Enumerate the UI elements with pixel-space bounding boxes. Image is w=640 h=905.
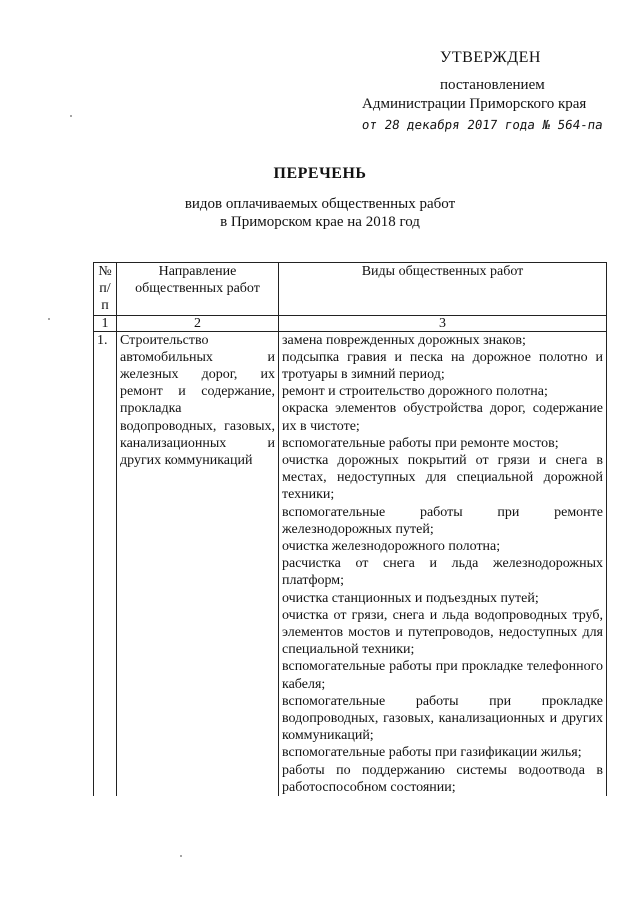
kind-item: работы по поддержанию системы водоотвода в работоспособном состоянии;: [282, 762, 603, 795]
header-kinds: Виды общественных работ: [279, 263, 607, 316]
scan-speck: [48, 318, 50, 320]
table-header-row: [94, 263, 607, 316]
column-number-3: 3: [279, 315, 607, 331]
column-number-2: 2: [117, 315, 279, 331]
kind-item: вспомогательные работы при газификации жилья;: [282, 745, 582, 761]
row-direction: [117, 331, 279, 796]
header-number: № п/п: [94, 263, 117, 316]
kind-item: расчистка от снега и льда железнодорожных платформ;: [282, 556, 603, 589]
subtitle-line-2: в Приморском крае на 2018 год: [220, 214, 420, 230]
kind-item: очистка железнодорожного полотна;: [282, 539, 501, 555]
scan-speck: [180, 855, 182, 857]
kind-item: ремонт и строительство дорожного полотна;: [282, 384, 548, 400]
column-number-row: [94, 315, 607, 331]
row-direction-text: Строительство автомобильных и железных дорог, их ремонт и содержание, прокладка водопроводных, газовых, канализационных и других коммуникаций: [120, 332, 275, 469]
approved-heading: УТВЕРЖДЕН: [440, 49, 541, 66]
kind-item: вспомогательные работы при прокладке водопроводных, газовых, канализационных и других коммуникаций;: [282, 693, 603, 744]
table-row: [94, 331, 607, 796]
document-subtitle: [0, 195, 640, 231]
row-number: 1.: [94, 331, 117, 796]
approved-by-label: постановлением: [440, 77, 545, 93]
row-kinds: [279, 331, 607, 796]
header-direction: Направление общественных работ: [117, 263, 279, 316]
subtitle-line-1: видов оплачиваемых общественных работ: [184, 196, 456, 212]
column-number-1: 1: [94, 315, 117, 331]
kind-item: очистка станционных и подъездных путей;: [282, 590, 539, 606]
kind-item: очистка от грязи, снега и льда водопроводных труб, элементов мостов и путепроводов, недоступных для специальной техники;: [282, 607, 603, 658]
document-title: ПЕРЕЧЕНЬ: [273, 165, 367, 182]
kind-item: окраска элементов обустройства дорог, содержание их в чистоте;: [282, 401, 603, 434]
kind-item: вспомогательные работы при ремонте мостов;: [282, 435, 559, 451]
scan-speck: [70, 115, 72, 117]
resolution-date-stamp: от 28 декабря 2017 года № 564-па: [360, 117, 604, 132]
kind-item: вспомогательные работы при ремонте железнодорожных путей;: [282, 504, 603, 537]
administration-name: Администрации Приморского края: [362, 96, 587, 112]
public-works-table: [93, 262, 607, 796]
kind-item: очистка дорожных покрытий от грязи и снега в местах, недоступных для специальной дорожной техники;: [282, 453, 603, 503]
kind-item: вспомогательные работы при прокладке телефонного кабеля;: [282, 659, 603, 692]
kind-item: подсыпка гравия и песка на дорожное полотно и тротуары в зимний период;: [282, 349, 603, 383]
kind-item: замена поврежденных дорожных знаков;: [282, 332, 526, 348]
